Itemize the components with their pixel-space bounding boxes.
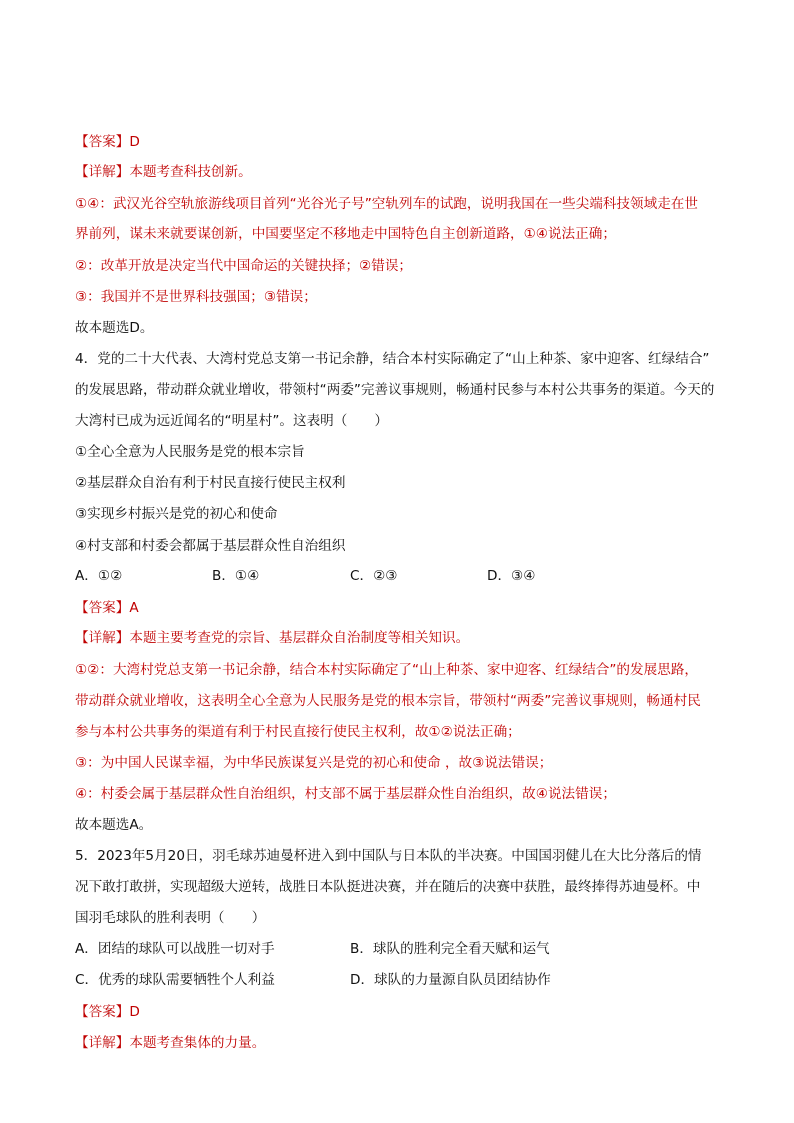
answer-line bbox=[75, 132, 725, 152]
explanation-line: 带动群众就业增收，这表明全心全意为人民服务是党的根本宗旨，带领村“两委”完善议事规则，畅通村民 bbox=[75, 693, 701, 709]
answer-line bbox=[75, 1002, 725, 1022]
detail-line bbox=[75, 628, 725, 648]
question-stem: 大湾村已成为远近闻名的“明星村”。这表明（ ） bbox=[75, 413, 389, 429]
detail-text: 本题主要考查党的宗旨、基层群众自治制度等相关知识。 bbox=[129, 630, 470, 646]
explanation-line: ①④：武汉光谷空轨旅游线项目首列“光谷光子号”空轨列车的试跑，说明我国在一些尖端科技领域走在世 bbox=[75, 196, 698, 212]
detail-line bbox=[75, 162, 725, 182]
conclusion-line: 故本题选D。 bbox=[75, 320, 154, 336]
explanation-line: ②：改革开放是决定当代中国命运的关键抉择；②错误； bbox=[75, 258, 413, 274]
option-d: D．③④ bbox=[487, 568, 536, 584]
answer-value: D bbox=[129, 134, 140, 150]
option-c: C．优秀的球队需要牺牲个人利益 bbox=[75, 972, 275, 988]
detail-line bbox=[75, 1033, 725, 1053]
statement-2: ②基层群众自治有利于村民直接行使民主权利 bbox=[75, 475, 346, 491]
detail-tag: 【详解】 bbox=[75, 164, 130, 180]
answer-tag: 【答案】 bbox=[75, 600, 130, 616]
answer-tag: 【答案】 bbox=[75, 1004, 130, 1020]
question-stem: 的发展思路，带动群众就业增收，带领村“两委”完善议事规则，畅通村民参与本村公共事务的渠道。今天的 bbox=[75, 382, 715, 398]
statement-4: ④村支部和村委会都属于基层群众性自治组织 bbox=[75, 538, 346, 554]
answer-value: A bbox=[129, 600, 139, 616]
question-stem: 4．党的二十大代表、大湾村党总支第一书记余静，结合本村实际确定了“山上种茶、家中迎客、红绿结合” bbox=[75, 351, 710, 367]
option-b: B．①④ bbox=[212, 568, 260, 584]
detail-tag: 【详解】 bbox=[75, 630, 130, 646]
answer-value: D bbox=[129, 1004, 140, 1020]
explanation-line: ③：为中国人民谋幸福，为中华民族谋复兴是党的初心和使命 ，故③说法错误； bbox=[75, 755, 553, 771]
option-c: C．②③ bbox=[350, 568, 398, 584]
answer-line bbox=[75, 598, 725, 618]
question-stem: 况下敢打敢拼，实现超级大逆转，战胜日本队挺进决赛，并在随后的决赛中获胜，最终捧得苏迪曼杯。中 bbox=[75, 879, 701, 895]
explanation-line: ③：我国并不是世界科技强国；③错误； bbox=[75, 289, 317, 305]
conclusion-line: 故本题选A。 bbox=[75, 817, 153, 833]
answer-tag: 【答案】 bbox=[75, 134, 130, 150]
detail-text: 本题考查集体的力量。 bbox=[129, 1035, 266, 1051]
option-a: A．①② bbox=[75, 568, 123, 584]
explanation-line: 参与本村公共事务的渠道有利于村民直接行使民主权利，故①②说法正确； bbox=[75, 724, 521, 740]
explanation-line: 界前列，谋未来就要谋创新，中国要坚定不移地走中国特色自主创新道路，①④说法正确； bbox=[75, 226, 616, 242]
statement-3: ③实现乡村振兴是党的初心和使命 bbox=[75, 506, 278, 522]
option-d: D．球队的力量源自队员团结协作 bbox=[350, 972, 551, 988]
explanation-line: ④：村委会属于基层群众性自治组织，村支部不属于基层群众性自治组织，故④说法错误； bbox=[75, 786, 616, 802]
detail-text: 本题考查科技创新。 bbox=[129, 164, 252, 180]
detail-tag: 【详解】 bbox=[75, 1035, 130, 1051]
option-a: A．团结的球队可以战胜一切对手 bbox=[75, 941, 275, 957]
question-stem: 5．2023年5月20日，羽毛球苏迪曼杯进入到中国队与日本队的半决赛。中国国羽健儿在大比分落后的情 bbox=[75, 848, 702, 864]
option-b: B．球队的胜利完全看天赋和运气 bbox=[350, 941, 550, 957]
question-stem: 国羽毛球队的胜利表明（ ） bbox=[75, 910, 266, 926]
explanation-line: ①②：大湾村党总支第一书记余静，结合本村实际确定了“山上种茶、家中迎客、红绿结合”的发展思路， bbox=[75, 662, 698, 678]
statement-1: ①全心全意为人民服务是党的根本宗旨 bbox=[75, 444, 305, 460]
